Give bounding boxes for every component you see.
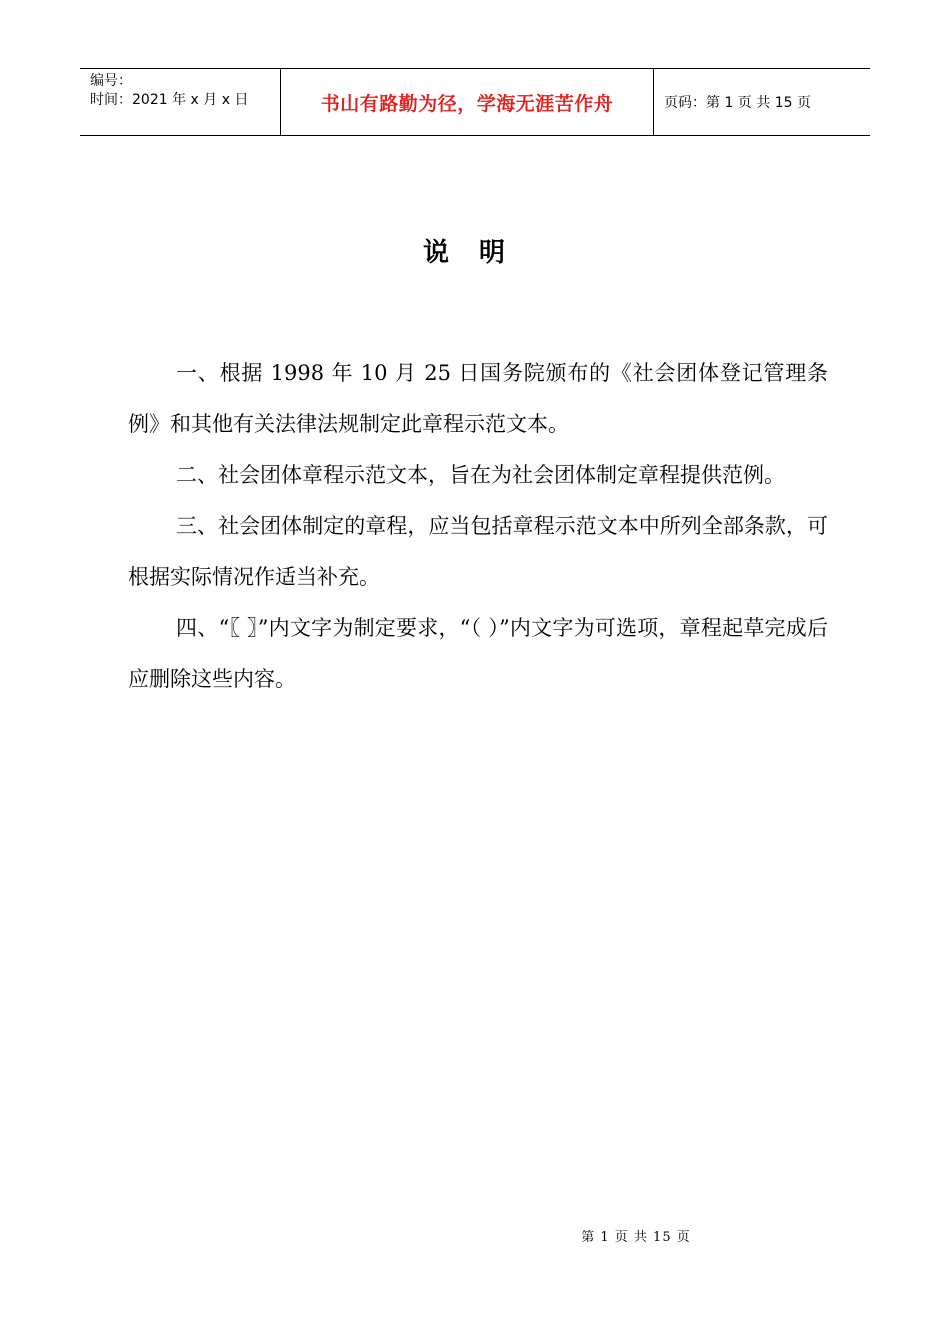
paragraph-4: 四、“〖 〗”内文字为制定要求，“（ ）”内文字为可选项，章程起草完成后应删除这些内容。 [128,616,828,691]
header-page-info: 页码：第 1 页 共 15 页 [664,95,811,111]
document-number-label: 编号： [90,73,132,89]
document-body [128,348,828,705]
document-date: 时间：2021 年 x 月 x 日 [90,92,249,108]
page-header [80,68,870,136]
header-motto: 书山有路勤为径，学海无涯苦作舟 [281,69,654,135]
header-meta [80,69,281,135]
paragraph-2: 二、社会团体章程示范文本，旨在为社会团体制定章程提供范例。 [176,463,785,487]
paragraph-1: 一、根据 1998 年 10 月 25 日国务院颁布的《社会团体登记管理条例》和其他有关法律法规制定此章程示范文本。 [128,361,828,436]
page-title: 说明 [422,238,535,268]
paragraph-3: 三、社会团体制定的章程，应当包括章程示范文本中所列全部条款，可根据实际情况作适当补充。 [128,514,828,589]
page-footer: 第 1 页 共 15 页 [581,1230,691,1245]
